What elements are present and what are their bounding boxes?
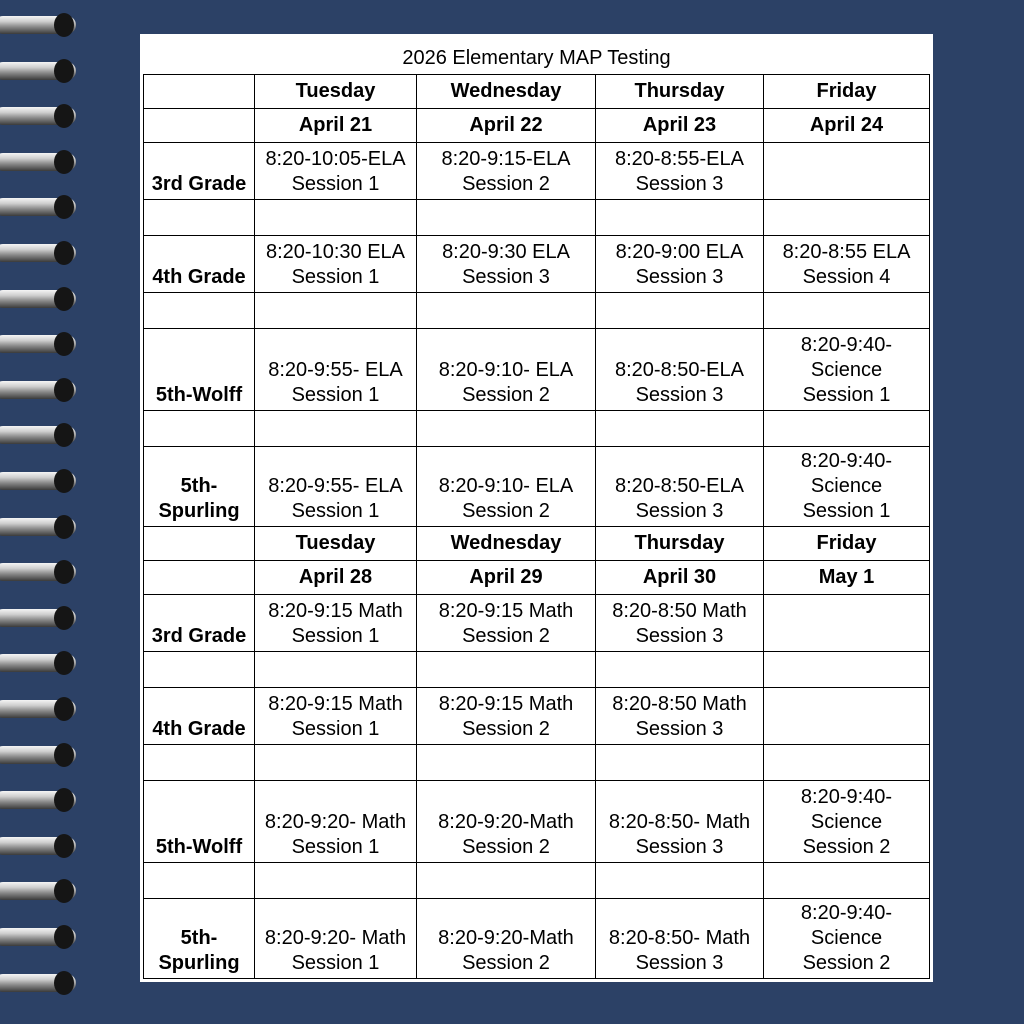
empty-cell [255, 293, 417, 329]
empty-cell [417, 411, 596, 447]
cell-text: Tuesday [295, 80, 376, 102]
cell-text: Thursday [634, 532, 725, 554]
spiral-ring [0, 62, 76, 80]
day-header-row [144, 75, 930, 109]
cell-text: 8:20-9:40- [800, 786, 893, 808]
schedule-cell [596, 236, 764, 293]
cell-text: April 21 [298, 114, 373, 136]
cell-text: 8:20-9:00 ELA [615, 241, 744, 263]
day-header [596, 527, 764, 561]
date-header-row [144, 561, 930, 595]
cell-text: Session 2 [802, 836, 891, 858]
schedule-cell [255, 143, 417, 200]
cell-text: 8:20-9:55- ELA [268, 475, 403, 497]
cell-text: Session 4 [802, 266, 891, 288]
spiral-ring [0, 700, 76, 718]
cell-text: 5th-Wolff [155, 384, 243, 406]
date-header [764, 109, 930, 143]
cell-text: Session 1 [291, 384, 380, 406]
cell-text: Session 2 [802, 952, 891, 974]
cell-text: Session 2 [462, 836, 550, 858]
spacer-row [144, 411, 930, 447]
cell-text: Science [810, 359, 883, 381]
spiral-ring [0, 882, 76, 900]
empty-cell [255, 863, 417, 899]
schedule-cell [255, 329, 417, 411]
schedule-cell [596, 329, 764, 411]
schedule-cell [764, 688, 930, 745]
cell-text: Spurling [158, 500, 240, 522]
schedule-cell [596, 595, 764, 652]
cell-text: May 1 [818, 566, 875, 588]
cell-text: 8:20-9:40- [800, 450, 893, 472]
cell-text: Science [810, 811, 883, 833]
date-header [596, 109, 764, 143]
grade-label [144, 781, 255, 863]
spacer-row [144, 652, 930, 688]
empty-cell [596, 745, 764, 781]
spiral-ring [0, 16, 76, 34]
cell-text: Session 3 [462, 266, 550, 288]
spacer-row [144, 745, 930, 781]
cell-text: April 22 [469, 114, 543, 136]
cell-text: Session 3 [635, 266, 724, 288]
cell-text: Session 1 [291, 173, 380, 195]
cell-text: 8:20-8:50-ELA [615, 475, 744, 497]
schedule-cell [255, 781, 417, 863]
spiral-ring [0, 609, 76, 627]
cell-text: Science [810, 475, 883, 497]
cell-text: April 28 [298, 566, 373, 588]
cell-text: 5th-Wolff [155, 836, 243, 858]
spiral-ring [0, 928, 76, 946]
cell-text: Session 2 [462, 384, 550, 406]
schedule-cell [764, 143, 930, 200]
grade-label [144, 236, 255, 293]
cell-text: Session 3 [635, 625, 724, 647]
date-header [417, 561, 596, 595]
schedule-cell [417, 781, 596, 863]
cell-text: Session 3 [635, 384, 724, 406]
grade-label [144, 329, 255, 411]
cell-text: Session 1 [802, 500, 891, 522]
cell-text: Session 3 [635, 952, 724, 974]
empty-cell [764, 745, 930, 781]
cell-text: 8:20-9:15 Math [268, 600, 403, 622]
spiral-ring [0, 472, 76, 490]
cell-text: Wednesday [450, 80, 562, 102]
cell-text: Session 1 [291, 266, 380, 288]
schedule-cell [417, 143, 596, 200]
cell-text: Session 2 [462, 952, 550, 974]
date-header [596, 561, 764, 595]
schedule-sheet [140, 34, 933, 982]
cell-text: Session 3 [635, 500, 724, 522]
schedule-cell [596, 899, 764, 979]
empty-cell [764, 293, 930, 329]
cell-text: 8:20-9:10- ELA [438, 475, 574, 497]
cell-text: Wednesday [450, 532, 562, 554]
schedule-cell [255, 595, 417, 652]
cell-text: Tuesday [295, 532, 376, 554]
cell-text: 4th Grade [152, 718, 246, 740]
day-header [764, 75, 930, 109]
cell-text: April 29 [469, 566, 543, 588]
cell-text: Session 2 [462, 173, 550, 195]
cell-text: April 23 [642, 114, 717, 136]
cell-text: 8:20-9:15-ELA [441, 148, 571, 170]
schedule-cell [255, 236, 417, 293]
day-header [417, 75, 596, 109]
spacer-row [144, 200, 930, 236]
spiral-ring [0, 563, 76, 581]
empty-cell [255, 411, 417, 447]
date-header [255, 561, 417, 595]
empty-cell [255, 652, 417, 688]
cell-text: Session 1 [291, 952, 380, 974]
cell-text: Session 3 [635, 173, 724, 195]
schedule-cell [764, 899, 930, 979]
schedule-cell [764, 781, 930, 863]
cell-text: Session 2 [462, 718, 550, 740]
day-header [764, 527, 930, 561]
spiral-ring [0, 107, 76, 125]
cell-text: 8:20-8:50 Math [612, 600, 747, 622]
grade-row [144, 781, 930, 863]
schedule-cell [255, 688, 417, 745]
cell-text: 8:20-8:50-ELA [615, 359, 744, 381]
schedule-cell [417, 595, 596, 652]
day-header-row [144, 527, 930, 561]
empty-cell [144, 200, 255, 236]
empty-cell [596, 863, 764, 899]
empty-cell [417, 200, 596, 236]
corner-cell [144, 75, 255, 109]
cell-text: 8:20-8:50- Math [608, 927, 751, 949]
cell-text: 8:20-8:50 Math [612, 693, 747, 715]
spacer-row [144, 293, 930, 329]
cell-text: 8:20-9:20-Math [438, 811, 574, 833]
spiral-ring [0, 746, 76, 764]
cell-text: 8:20-9:15 Math [438, 693, 574, 715]
empty-cell [417, 293, 596, 329]
schedule-cell [596, 688, 764, 745]
schedule-table-body [144, 75, 930, 979]
cell-text: 5th- [180, 475, 218, 497]
spiral-ring [0, 426, 76, 444]
grade-row [144, 899, 930, 979]
page-title: 2026 Elementary MAP Testing [402, 47, 671, 69]
spiral-ring [0, 335, 76, 353]
schedule-table [143, 74, 930, 979]
cell-text: 8:20-9:15 Math [438, 600, 574, 622]
cell-text: Spurling [158, 952, 240, 974]
corner-cell [144, 527, 255, 561]
cell-text: 8:20-8:50- Math [608, 811, 751, 833]
cell-text: Session 1 [291, 500, 380, 522]
cell-text: Session 1 [291, 625, 380, 647]
cell-text: Session 1 [802, 384, 891, 406]
cell-text: Session 3 [635, 718, 724, 740]
grade-row [144, 447, 930, 527]
cell-text: 8:20-9:40- [800, 334, 893, 356]
cell-text: 8:20-9:10- ELA [438, 359, 574, 381]
schedule-cell [417, 447, 596, 527]
grade-label [144, 595, 255, 652]
schedule-cell [764, 329, 930, 411]
grade-row [144, 236, 930, 293]
schedule-cell [764, 595, 930, 652]
grade-label [144, 143, 255, 200]
grade-row [144, 329, 930, 411]
empty-cell [596, 411, 764, 447]
empty-cell [255, 745, 417, 781]
cell-text: 8:20-9:55- ELA [268, 359, 403, 381]
empty-cell [417, 745, 596, 781]
empty-cell [144, 863, 255, 899]
date-header [764, 561, 930, 595]
cell-text: 8:20-9:20- Math [264, 927, 407, 949]
spiral-ring [0, 654, 76, 672]
cell-text: 5th- [180, 927, 218, 949]
day-header [255, 527, 417, 561]
spacer-row [144, 863, 930, 899]
empty-cell [417, 652, 596, 688]
schedule-cell [255, 899, 417, 979]
schedule-cell [417, 329, 596, 411]
date-header [417, 109, 596, 143]
cell-text: 8:20-9:40- [800, 902, 893, 924]
schedule-cell [417, 236, 596, 293]
cell-text: 3rd Grade [151, 173, 247, 195]
schedule-cell [596, 781, 764, 863]
cell-text: April 30 [642, 566, 717, 588]
empty-cell [764, 411, 930, 447]
cell-text: Session 1 [291, 718, 380, 740]
schedule-cell [596, 143, 764, 200]
corner-cell [144, 561, 255, 595]
day-header [596, 75, 764, 109]
cell-text: 8:20-8:55-ELA [615, 148, 744, 170]
empty-cell [764, 652, 930, 688]
cell-text: Friday [816, 532, 877, 554]
cell-text: Friday [816, 80, 877, 102]
date-header [255, 109, 417, 143]
cell-text: 8:20-9:15 Math [268, 693, 403, 715]
cell-text: 3rd Grade [151, 625, 247, 647]
schedule-cell [255, 447, 417, 527]
empty-cell [764, 863, 930, 899]
cell-text: 8:20-10:05-ELA [265, 148, 406, 170]
schedule-cell [596, 447, 764, 527]
grade-row [144, 688, 930, 745]
cell-text: Science [810, 927, 883, 949]
empty-cell [144, 745, 255, 781]
cell-text: Session 2 [462, 500, 550, 522]
empty-cell [144, 411, 255, 447]
empty-cell [417, 863, 596, 899]
empty-cell [144, 652, 255, 688]
empty-cell [596, 200, 764, 236]
spiral-ring [0, 791, 76, 809]
spiral-ring [0, 153, 76, 171]
spiral-ring [0, 837, 76, 855]
spiral-binding [0, 0, 90, 1024]
grade-label [144, 688, 255, 745]
schedule-cell [417, 899, 596, 979]
cell-text: 8:20-9:20-Math [438, 927, 574, 949]
grade-row [144, 143, 930, 200]
empty-cell [764, 200, 930, 236]
spiral-ring [0, 381, 76, 399]
day-header [255, 75, 417, 109]
grade-label [144, 899, 255, 979]
corner-cell [144, 109, 255, 143]
cell-text: 8:20-9:30 ELA [442, 241, 570, 263]
schedule-cell [417, 688, 596, 745]
empty-cell [144, 293, 255, 329]
spiral-ring [0, 244, 76, 262]
cell-text: Thursday [634, 80, 725, 102]
date-header-row [144, 109, 930, 143]
schedule-cell [764, 447, 930, 527]
cell-text: Session 3 [635, 836, 724, 858]
spiral-ring [0, 198, 76, 216]
empty-cell [596, 293, 764, 329]
grade-row [144, 595, 930, 652]
schedule-cell [764, 236, 930, 293]
cell-text: Session 1 [291, 836, 380, 858]
cell-text: 8:20-9:20- Math [264, 811, 407, 833]
cell-text: Session 2 [462, 625, 550, 647]
cell-text: 8:20-8:55 ELA [782, 241, 911, 263]
day-header [417, 527, 596, 561]
empty-cell [255, 200, 417, 236]
empty-cell [596, 652, 764, 688]
spiral-ring [0, 974, 76, 992]
spiral-ring [0, 518, 76, 536]
cell-text: 4th Grade [152, 266, 246, 288]
spiral-ring [0, 290, 76, 308]
grade-label [144, 447, 255, 527]
cell-text: 8:20-10:30 ELA [266, 241, 405, 263]
cell-text: April 24 [809, 114, 884, 136]
